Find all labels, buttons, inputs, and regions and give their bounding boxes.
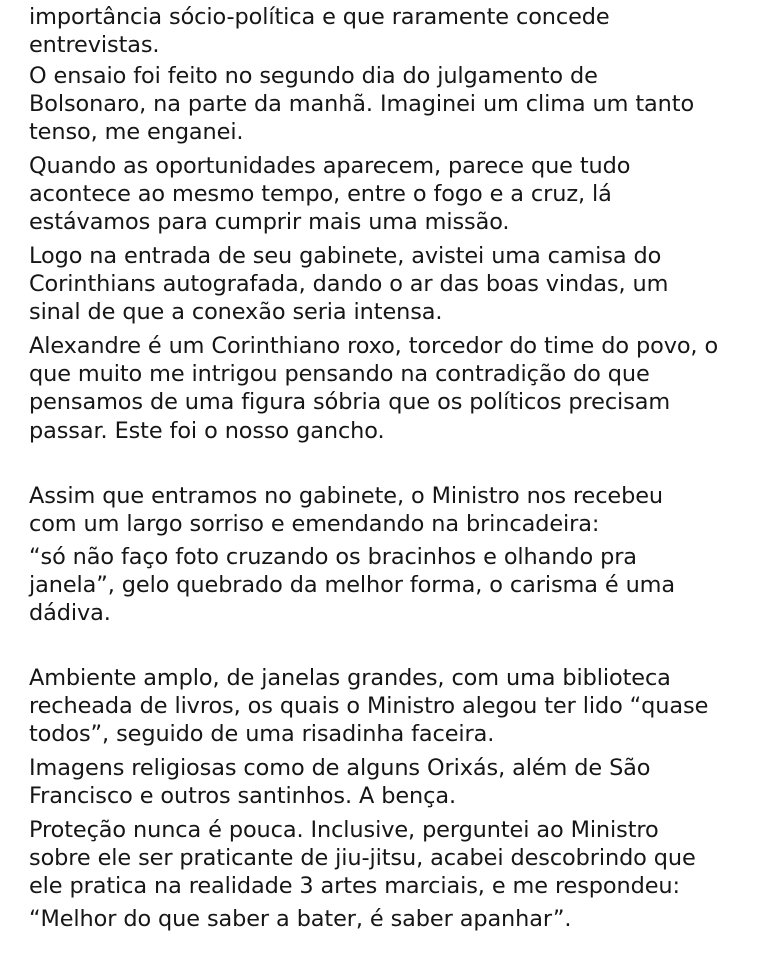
text-line: “Melhor do que saber a bater, é saber apanhar”. <box>29 906 572 932</box>
text-line: dádiva. <box>29 600 111 626</box>
text-line: sinal de que a conexão seria intensa. <box>29 299 443 325</box>
text-line: Bolsonaro, na parte da manhã. Imaginei um clima um tanto <box>29 91 695 117</box>
text-line: Francisco e outros santinhos. A bença. <box>29 783 456 809</box>
text-line: todos”, seguido de uma risadinha faceira. <box>29 721 495 747</box>
text-line: pensamos de uma figura sóbria que os políticos precisam <box>29 389 671 415</box>
text-line: Alexandre é um Corinthiano roxo, torcedor do time do povo, o <box>29 333 719 359</box>
text-line: estávamos para cumprir mais uma missão. <box>29 209 510 235</box>
text-line: importância sócio-política e que raramente concede <box>29 4 610 30</box>
text-line: entrevistas. <box>29 32 160 58</box>
text-line: que muito me intrigou pensando na contradição do que <box>29 361 650 387</box>
text-line: ele pratica na realidade 3 artes marciais, e me respondeu: <box>29 873 680 899</box>
text-line: acontece ao mesmo tempo, entre o fogo e a cruz, lá <box>29 181 612 207</box>
text-line: Ambiente amplo, de janelas grandes, com uma biblioteca <box>29 665 671 691</box>
text-line: tenso, me enganei. <box>29 119 244 145</box>
text-line: Corinthians autografada, dando o ar das boas vindas, um <box>29 271 669 297</box>
text-line: “só não faço foto cruzando os bracinhos e olhando pra <box>29 544 637 570</box>
text-line: Proteção nunca é pouca. Inclusive, perguntei ao Ministro <box>29 817 659 843</box>
text-line: passar. Este foi o nosso gancho. <box>29 418 385 444</box>
text-line: Logo na entrada de seu gabinete, avistei uma camisa do <box>29 243 662 269</box>
text-line: com um largo sorriso e emendando na brincadeira: <box>29 511 600 537</box>
text-line: O ensaio foi feito no segundo dia do julgamento de <box>29 63 598 89</box>
text-line: recheada de livros, os quais o Ministro alegou ter lido “quase <box>29 693 709 719</box>
text-line: Assim que entramos no gabinete, o Ministro nos recebeu <box>29 483 663 509</box>
text-line: Quando as oportunidades aparecem, parece que tudo <box>29 153 631 179</box>
text-line: janela”, gelo quebrado da melhor forma, o carisma é uma <box>29 572 675 598</box>
text-line: Imagens religiosas como de alguns Orixás, além de São <box>29 755 651 781</box>
text-line: sobre ele ser praticante de jiu-jitsu, acabei descobrindo que <box>29 845 696 871</box>
